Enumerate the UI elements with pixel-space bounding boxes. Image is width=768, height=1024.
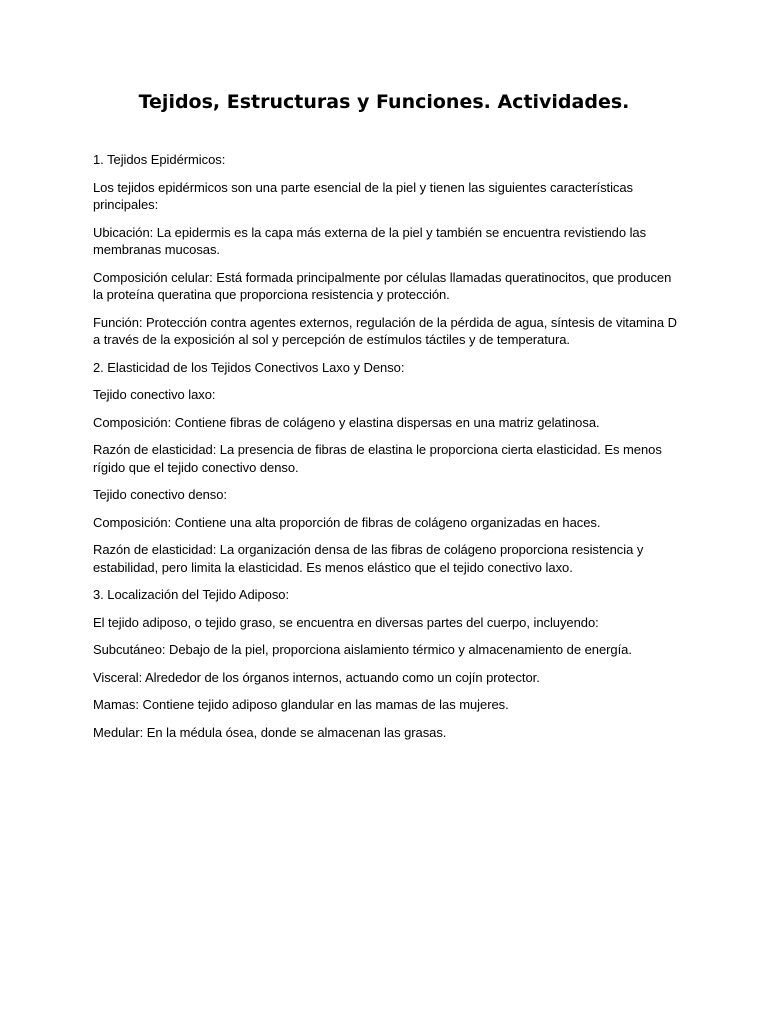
paragraph-adipose-mammary: Mamas: Contiene tejido adiposo glandular en las mamas de las mujeres. [93,697,509,712]
document-title: Tejidos, Estructuras y Funciones. Actividades. [138,91,630,113]
section-heading-connective: 2. Elasticidad de los Tejidos Conectivos Laxo y Denso: [93,359,405,375]
paragraph-epidermal-location: Ubicación: La epidermis es la capa más externa de la piel y también se encuentra revistiendo las membranas mucosas. [93,224,647,257]
paragraph-epidermal-intro: Los tejidos epidérmicos son una parte esencial de la piel y tienen las siguientes características principales: [93,179,634,212]
paragraph-loose-elasticity: Razón de elasticidad: La presencia de fibras de elastina le proporciona cierta elasticidad. Es menos rígido que el tejido conectivo denso. [93,442,662,475]
paragraph-dense-elasticity: Razón de elasticidad: La organización densa de las fibras de colágeno proporciona resistencia y estabilidad, pero limita la elasticidad. Es menos elástico que el tejido conectivo laxo. [93,542,644,575]
paragraph-epidermal-function: Función: Protección contra agentes externos, regulación de la pérdida de agua, síntesis de vitamina D a través de la exposición al sol y percepción de estímulos táctiles y de temperatura. [93,314,677,347]
paragraph-adipose-visceral: Visceral: Alrededor de los órganos internos, actuando como un cojín protector. [93,669,540,685]
subheading-dense-connective: Tejido conectivo denso: [93,487,227,502]
paragraph-loose-composition: Composición: Contiene fibras de colágeno y elastina dispersas en una matriz gelatinosa. [93,414,600,430]
paragraph-dense-composition: Composición: Contiene una alta proporción de fibras de colágeno organizadas en haces. [93,514,601,530]
paragraph-adipose-medullary: Medular: En la médula ósea, donde se almacenan las grasas. [93,724,447,740]
section-heading-adipose: 3. Localización del Tejido Adiposo: [93,587,290,602]
paragraph-adipose-subcutaneous: Subcutáneo: Debajo de la piel, proporciona aislamiento térmico y almacenamiento de energía. [93,642,632,657]
paragraph-epidermal-composition: Composición celular: Está formada principalmente por células llamadas queratinocitos, que producen la proteína queratina que proporciona resistencia y protección. [93,269,672,302]
paragraph-adipose-intro: El tejido adiposo, o tejido graso, se encuentra en diversas partes del cuerpo, incluyendo: [93,614,599,630]
section-heading-epidermal: 1. Tejidos Epidérmicos: [93,152,226,167]
document-body [93,151,683,751]
subheading-loose-connective: Tejido conectivo laxo: [93,387,216,402]
